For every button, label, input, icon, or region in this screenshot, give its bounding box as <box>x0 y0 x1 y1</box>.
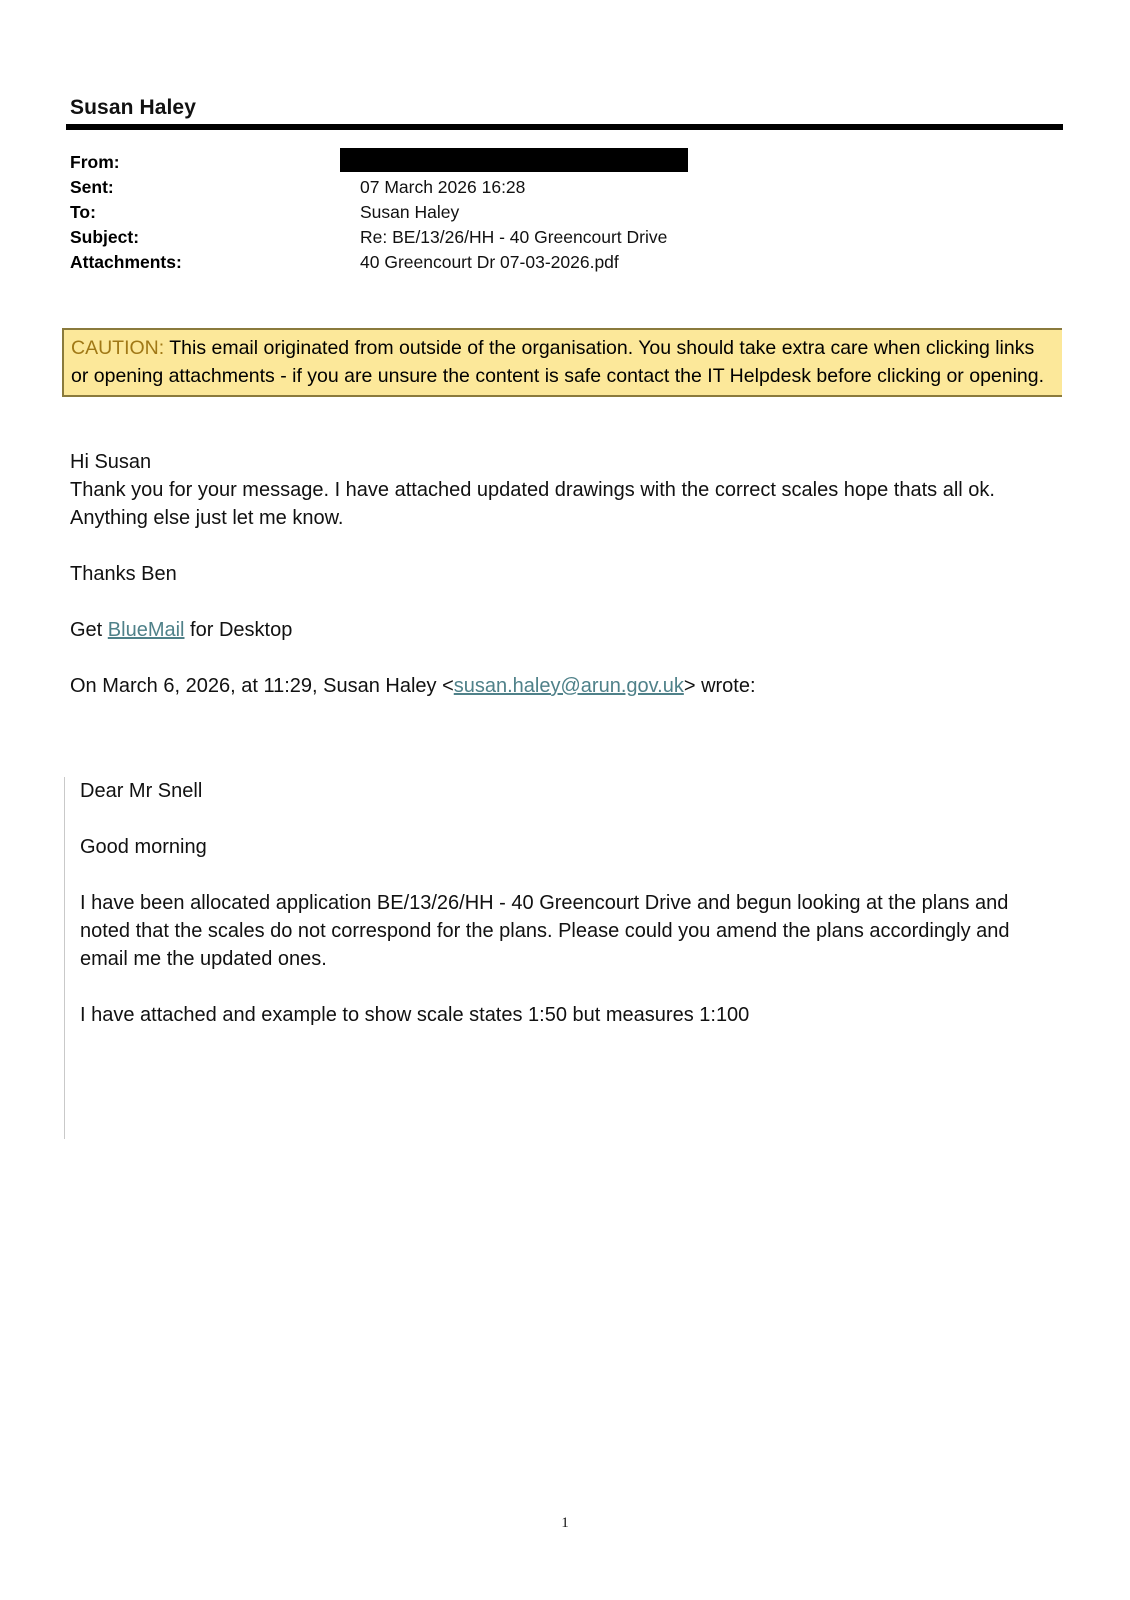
spacer <box>70 532 1060 560</box>
email-header-fields <box>70 150 1030 275</box>
subject-label: Subject: <box>70 227 140 247</box>
attachments-row <box>70 250 1030 275</box>
from-label: From: <box>70 152 120 172</box>
attachment-file-name[interactable]: 40 Greencourt Dr 07-03-2026.pdf <box>360 252 619 272</box>
reply-body <box>70 448 1060 700</box>
external-email-caution-banner <box>62 328 1062 397</box>
redacted-sender-block <box>340 148 688 172</box>
sent-label: Sent: <box>70 177 114 197</box>
signature-prefix: Get <box>70 619 108 641</box>
spacer <box>80 861 1060 889</box>
sent-row <box>70 175 1030 200</box>
attribution-prefix: On March 6, 2026, at 11:29, Susan Haley < <box>70 675 454 697</box>
from-row <box>70 150 1030 175</box>
header-rule <box>66 124 1063 130</box>
bluemail-link[interactable]: BlueMail <box>107 619 185 641</box>
mailbox-owner-name: Susan Haley <box>70 96 196 119</box>
reply-line-1: Thank you for your message. I have attached updated drawings with the correct scales hope thats all ok. <box>70 479 995 501</box>
quote-attribution <box>70 672 1060 700</box>
signature-suffix: for Desktop <box>184 619 293 641</box>
reply-line-2: Anything else just let me know. <box>70 507 344 529</box>
to-value: Susan Haley <box>360 202 460 222</box>
quoted-message <box>64 777 1065 1139</box>
reply-greeting: Hi Susan <box>70 451 152 473</box>
spacer <box>80 973 1060 1001</box>
spacer <box>70 644 1060 672</box>
spacer <box>80 805 1060 833</box>
spacer <box>70 588 1060 616</box>
quoted-greeting: Good morning <box>80 836 207 858</box>
quoted-paragraph-2: I have attached and example to show scale states 1:50 but measures 1:100 <box>80 1004 750 1026</box>
sender-email-link[interactable]: susan.haley@arun.gov.uk <box>453 675 684 697</box>
quoted-message-text <box>80 777 1060 1029</box>
caution-label: CAUTION: <box>71 337 165 359</box>
to-label: To: <box>70 202 96 222</box>
sent-value: 07 March 2026 16:28 <box>360 177 526 197</box>
bluemail-signature <box>70 616 1060 644</box>
subject-row <box>70 225 1030 250</box>
page-number: 1 <box>561 1515 569 1531</box>
subject-value: Re: BE/13/26/HH - 40 Greencourt Drive <box>360 227 668 247</box>
quoted-paragraph-1: I have been allocated application BE/13/26/HH - 40 Greencourt Drive and begun looking at the plans and noted that the scales do not correspond for the plans. Please could you amend the plans accordingly and email me the updated ones. <box>80 892 1010 970</box>
to-row <box>70 200 1030 225</box>
attribution-suffix: > wrote: <box>683 675 756 697</box>
quoted-salutation: Dear Mr Snell <box>80 780 203 802</box>
attachments-label: Attachments: <box>70 252 182 272</box>
reply-signoff: Thanks Ben <box>70 563 177 585</box>
caution-text: This email originated from outside of the organisation. You should take extra care when clicking links or opening attachments - if you are unsure the content is safe contact the IT Helpdesk before clicking or opening. <box>71 337 1045 387</box>
